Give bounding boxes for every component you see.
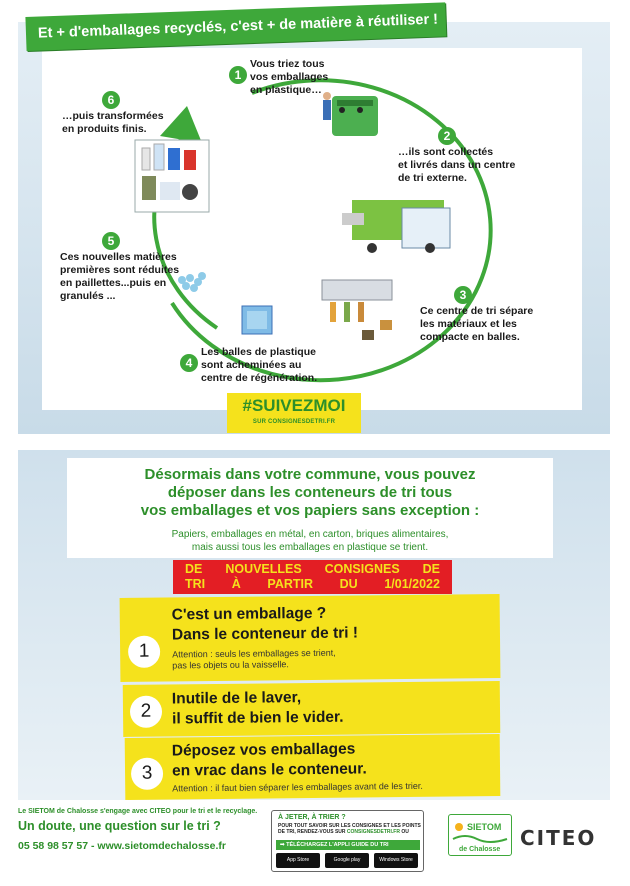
step-6-badge: 6 (102, 91, 120, 109)
footer-question: Un doute, une question sur le tri ? (18, 819, 221, 833)
rule-1-title: C'est un emballage ? Dans le conteneur de tri ! (171, 604, 359, 644)
rule-card-1 (120, 594, 501, 682)
rule-2-number: 2 (130, 696, 162, 728)
announcement-box (67, 458, 553, 558)
step-3-badge: 3 (454, 286, 472, 304)
rule-card-3 (125, 734, 501, 800)
footer-commitment: Le SIETOM de Chalosse s'engage avec CITEO pour le tri et le recyclage. (18, 808, 258, 815)
announcement-subtitle: Papiers, emballages en métal, en carton, briques alimentaires, mais aussi tous les emballages en plastique se trient. (171, 529, 449, 553)
rule-1-number: 1 (128, 636, 160, 668)
rule-1-note: Attention : seuls les emballages se trient, pas les objets ou la vaisselle. (172, 647, 336, 671)
app-store-button[interactable]: App Store (276, 853, 320, 868)
step-3-text: Ce centre de tri sépare les matériaux et les compacte en balles. (420, 305, 534, 343)
step-2-text: …ils sont collectés et livrés dans un centre de tri externe. (398, 146, 516, 184)
app-box-text: POUR TOUT SAVOIR SUR LES CONSIGNES ET LES POINTS DE TRI, RENDEZ-VOUS SUR CONSIGNESDETRI.FR OU (278, 823, 421, 835)
plastic-bale-icon (242, 306, 272, 334)
sietom-logo (448, 814, 512, 856)
finished-products-icon (135, 140, 209, 212)
sietom-logo-subtext: de Chalosse (459, 846, 501, 853)
announcement-title: Désormais dans votre commune, vous pouvez déposer dans les conteneurs de tri tous vos emballages et vos papiers sans exception : (140, 466, 480, 519)
rule-card-2 (123, 681, 501, 737)
cycle-arrow-head (160, 106, 202, 143)
hashtag-text: #SUIVEZMOI (242, 396, 346, 415)
step-4-text: Les balles de plastique sont acheminées au centre de régénération. (201, 346, 318, 384)
rule-3-note: Attention : il faut bien séparer les emballages avant de les trier. (172, 780, 423, 794)
page-headline-banner: Et + d'emballages recyclés, c'est + de matière à réutiliser ! (25, 2, 446, 51)
sorting-container-icon (323, 92, 378, 136)
step-4-badge: 4 (180, 354, 198, 372)
app-download-box (271, 810, 424, 872)
consignes-link[interactable]: CONSIGNESDETRI.FR (346, 829, 400, 835)
footer-contact: 05 58 98 57 57 - www.sietomdechalosse.fr (18, 840, 226, 852)
windows-store-button[interactable]: Windows Store (374, 853, 418, 868)
plastic-granules-icon (178, 272, 206, 292)
rule-3-title: Déposez vos emballages en vrac dans le conteneur. (171, 740, 367, 780)
download-app-banner[interactable]: ➡ TÉLÉCHARGEZ L'APPLI GUIDE DU TRI (276, 840, 420, 850)
sietom-logo-graphic (449, 815, 511, 855)
new-rules-date-banner: DE NOUVELLES CONSIGNES DE TRI À PARTIR DU 1/01/2022 (173, 560, 452, 594)
sorting-center-icon (322, 280, 392, 340)
rule-2-title: Inutile de le laver, il suffit de bien le vider. (171, 689, 344, 728)
rule-3-number: 3 (131, 758, 163, 790)
hashtag-badge (227, 393, 361, 433)
app-box-title: À JETER, À TRIER ? (278, 814, 346, 821)
sietom-logo-text: SIETOM (467, 822, 502, 832)
step-1-badge: 1 (229, 66, 247, 84)
step-6-text: …puis transformées en produits finis. (62, 110, 164, 135)
step-5-badge: 5 (102, 232, 120, 250)
step-2-badge: 2 (438, 127, 456, 145)
collection-truck-icon (342, 200, 450, 253)
google-play-button[interactable]: Google play (325, 853, 369, 868)
citeo-logo: CITEO (520, 826, 597, 850)
hashtag-subtext: SUR CONSIGNESDETRI.FR (252, 419, 336, 425)
step-1-text: Vous triez tous vos emballages en plastique… (250, 58, 329, 96)
step-5-text: Ces nouvelles matières premières sont réduites en paillettes...puis en granulés ... (60, 251, 180, 302)
